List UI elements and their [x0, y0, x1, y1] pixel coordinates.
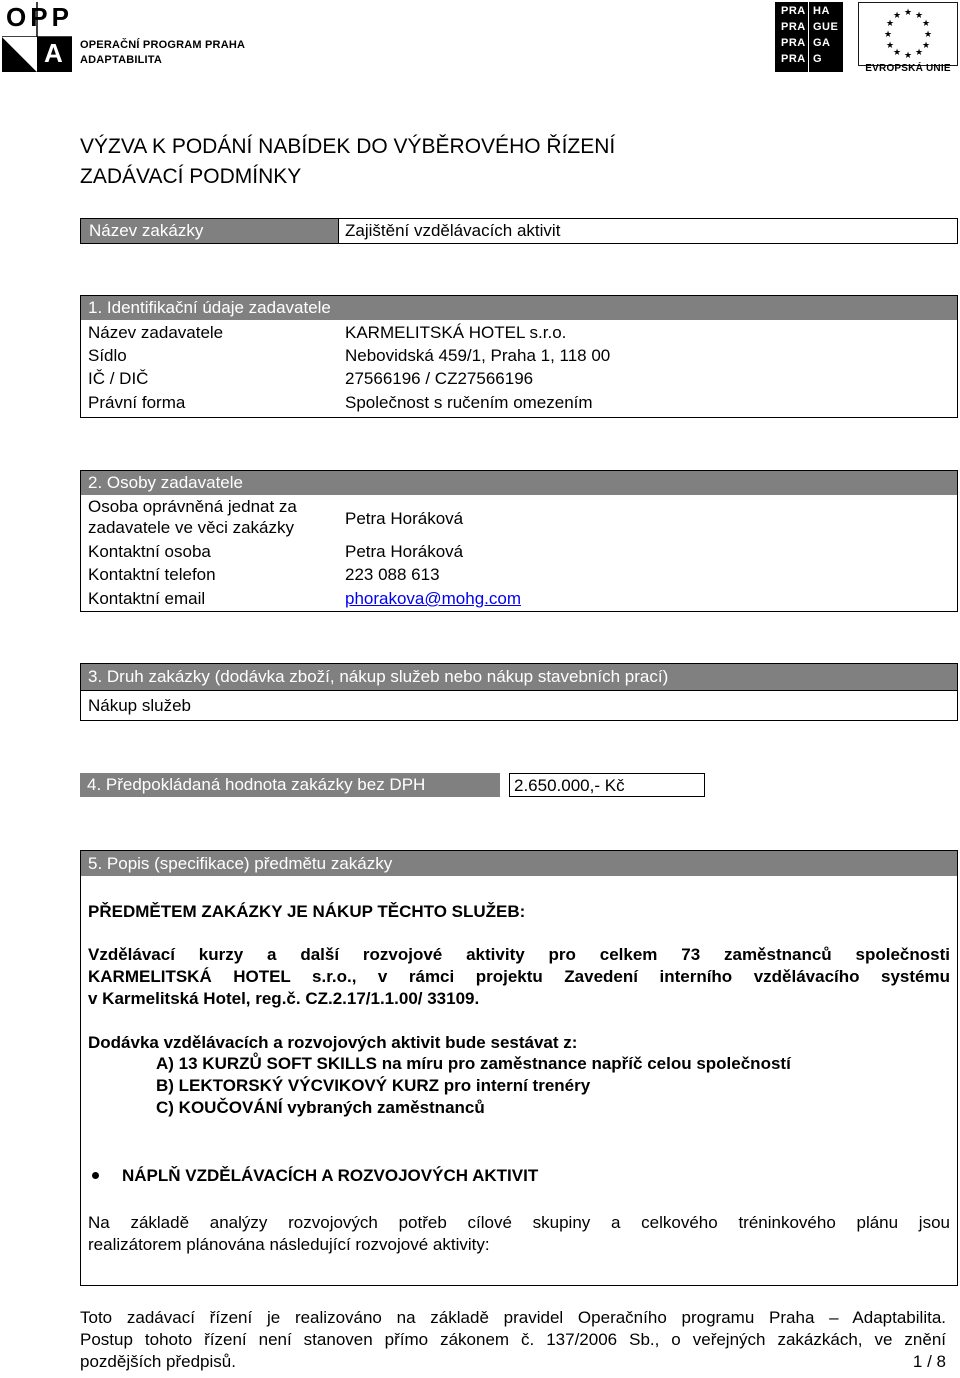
- section-5-heading: 5. Popis (specifikace) předmětu zakázky: [88, 854, 393, 873]
- svg-text:★: ★: [921, 19, 931, 29]
- contact-person-label: Kontaktní osoba: [88, 542, 211, 561]
- delivery-item: B) LEKTORSKÝ VÝCVIKOVÝ KURZ pro interní trenéry: [156, 1076, 591, 1095]
- issuer-seat-label: Sídlo: [88, 346, 127, 365]
- footer-line-2: Postup tohoto řízení není stanoven přímo zákonem č. 137/2006 Sb., o veřejných zakázkách, ve znění: [80, 1330, 946, 1349]
- issuer-legal-form-value: Společnost s ručením omezením: [345, 393, 593, 412]
- issuer-name-label: Název zadavatele: [88, 323, 224, 342]
- bullet-heading: NÁPLŇ VZDĚLÁVACÍCH A ROZVOJOVÝCH AKTIVIT: [122, 1166, 539, 1185]
- contact-phone-label: Kontaktní telefon: [88, 565, 216, 584]
- contract-name-table: [80, 218, 958, 244]
- issuer-seat-value: Nebovidská 459/1, Praha 1, 118 00: [345, 346, 611, 365]
- section-1-table: [80, 295, 958, 418]
- contract-name-value: Zajištění vzdělávacích aktivit: [345, 221, 561, 240]
- estimated-value-box: [509, 773, 705, 797]
- section-5-box: [80, 850, 958, 1286]
- page-number: 1 / 8: [912, 1352, 946, 1371]
- section-2-heading: 2. Osoby zadavatele: [88, 473, 243, 492]
- svg-text:★: ★: [903, 51, 913, 61]
- opp-logo-letters-top: OPP: [6, 2, 73, 32]
- section-3-table: [80, 663, 958, 721]
- document-title: VÝZVA K PODÁNÍ NABÍDEK DO VÝBĚROVÉHO ŘÍZENÍ ZADÁVACÍ PODMÍNKY: [80, 135, 616, 188]
- svg-text:★: ★: [885, 41, 895, 51]
- issuer-legal-form-label: Právní forma: [88, 393, 186, 412]
- svg-text:★: ★: [903, 8, 913, 18]
- delivery-item: C) KOUČOVÁNÍ vybraných zaměstnanců: [156, 1098, 485, 1117]
- opp-logo-letter-a: A: [44, 38, 63, 68]
- estimated-value: 2.650.000,- Kč: [514, 776, 625, 795]
- svg-text:★: ★: [883, 30, 893, 40]
- bullet-icon: [92, 1172, 99, 1179]
- svg-text:★: ★: [892, 48, 902, 58]
- opp-program-name: OPERAČNÍ PROGRAM PRAHA ADAPTABILITA: [80, 39, 246, 66]
- svg-text:★: ★: [914, 11, 924, 21]
- footer: [80, 1307, 946, 1373]
- delivery-intro: Dodávka vzdělávacích a rozvojových aktivit bude sestávat z:: [88, 1033, 578, 1052]
- eu-label: EVROPSKÁ UNIE: [865, 63, 951, 74]
- praha-logo: PRA HA PRA GUE PRA GA PRA G: [775, 2, 843, 72]
- issuer-id-value: 27566196 / CZ27566196: [345, 369, 534, 388]
- contact-phone-value: 223 088 613: [345, 565, 440, 584]
- authorized-person-label: Osoba oprávněná jednat za zadavatele ve věci zakázky: [88, 497, 297, 537]
- svg-text:★: ★: [914, 48, 924, 58]
- issuer-name-value: KARMELITSKÁ HOTEL s.r.o.: [345, 323, 567, 342]
- contact-person-value: Petra Horáková: [345, 542, 464, 561]
- subject-heading: PŘEDMĚTEM ZAKÁZKY JE NÁKUP TĚCHTO SLUŽEB:: [88, 902, 526, 921]
- svg-text:★: ★: [892, 11, 902, 21]
- svg-text:★: ★: [921, 41, 931, 51]
- contact-email-label: Kontaktní email: [88, 589, 206, 608]
- footer-line-1: Toto zadávací řízení je realizováno na základě pravidel Operačního programu Praha – Adaptabilita.: [80, 1308, 946, 1327]
- section-4-heading-box: [80, 773, 510, 797]
- authorized-person-value: Petra Horáková: [345, 509, 464, 528]
- contract-type-value: Nákup služeb: [88, 696, 192, 715]
- contract-name-label: Název zakázky: [89, 221, 204, 240]
- contact-email-link[interactable]: phorakova@mohg.com: [345, 589, 522, 608]
- section-2-table: [80, 470, 958, 612]
- section-3-heading: 3. Druh zakázky (dodávka zboží, nákup služeb nebo nákup stavebních prací): [88, 667, 669, 686]
- section-4-heading: 4. Předpokládaná hodnota zakázky bez DPH: [87, 775, 426, 794]
- analysis-paragraph: Na základě analýzy rozvojových potřeb cílové skupiny a celkového tréninkového plánu jsou realizátorem plánována následující rozvojové aktivity:: [88, 1213, 950, 1254]
- svg-text:★: ★: [885, 19, 895, 29]
- delivery-item: A) 13 KURZŮ SOFT SKILLS na míru pro zaměstnance napříč celou společností: [156, 1054, 791, 1073]
- subject-description: Vzdělávací kurzy a další rozvojové aktivity pro celkem 73 zaměstnanců společnosti KARMELITSKÁ HOTEL s.r.o., v rámci projektu Zavedení interního vzdělávacího systému v Karmelitská Hotel, reg.č. CZ.2.17/1.1.00/ 33109.: [88, 945, 950, 1008]
- footer-line-3: pozdějších předpisů.: [80, 1352, 236, 1371]
- issuer-id-label: IČ / DIČ: [88, 369, 149, 388]
- delivery-list: [156, 1053, 791, 1119]
- eu-flag-icon: [858, 2, 958, 66]
- section-1-heading: 1. Identifikační údaje zadavatele: [88, 298, 331, 317]
- svg-text:★: ★: [923, 30, 933, 40]
